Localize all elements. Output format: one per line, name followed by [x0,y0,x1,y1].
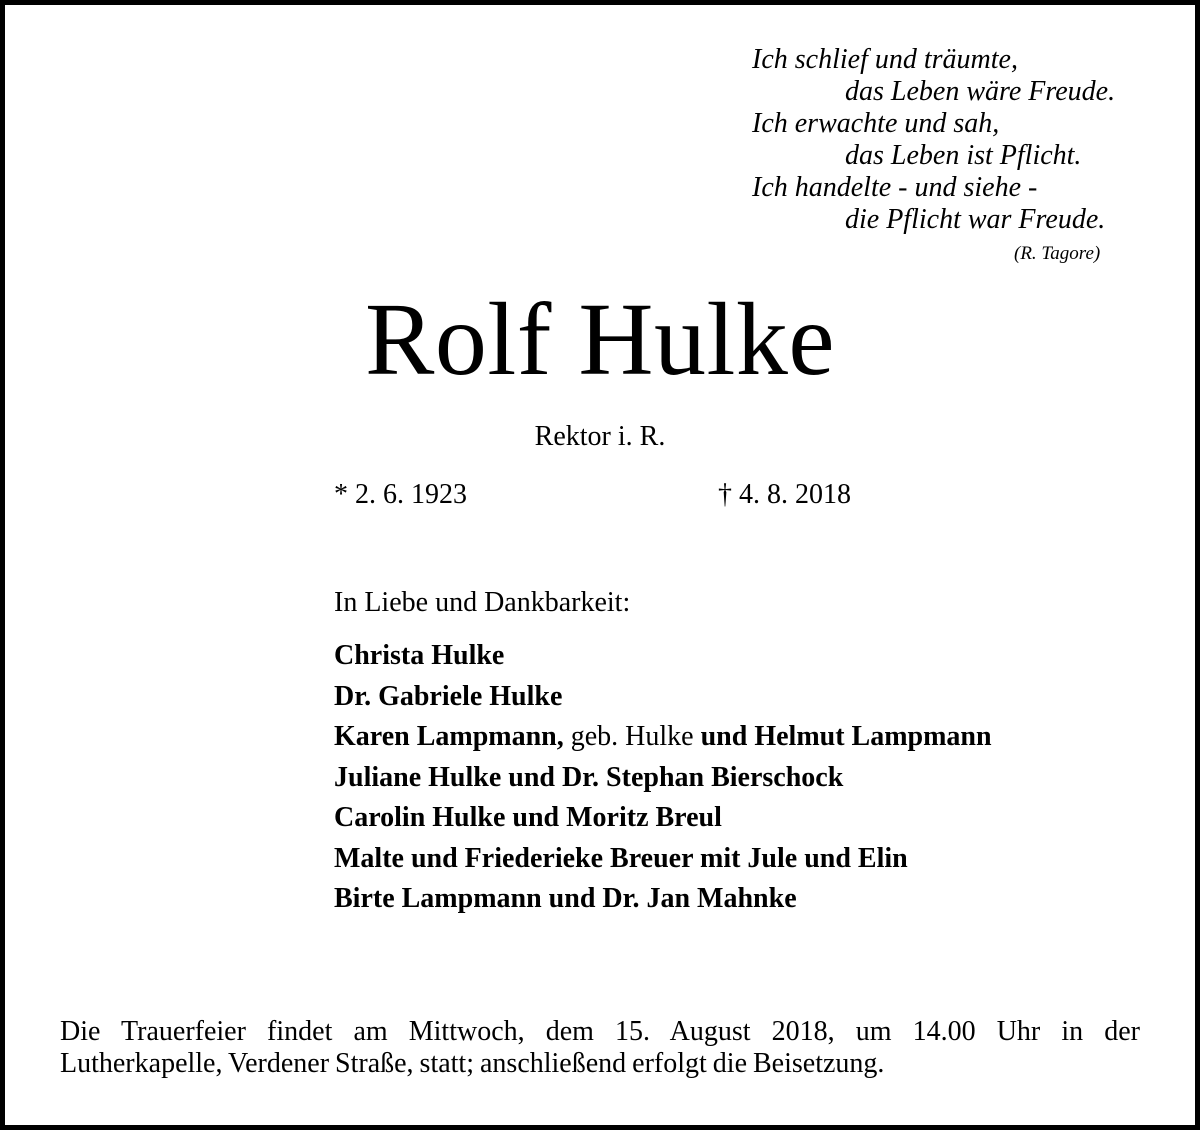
dedication-line: In Liebe und Dankbarkeit: [334,587,631,618]
mourner-entry [334,677,992,718]
poem-line: Ich schlief und träumte, [752,44,1018,75]
mourner-entry [334,798,992,839]
deceased-name: Rolf Hulke [364,282,836,397]
maiden-name: geb. Hulke [570,721,694,752]
mourner-name: Birte Lampmann und Dr. Jan Mahnke [334,883,797,914]
mourners-list [334,636,992,920]
funeral-notice-line: Die Trauerfeier findet am Mittwoch, dem 15. August 2018, um 14.00 Uhr in der [60,1016,1140,1047]
mourner-entry [334,758,992,799]
mourner-name: Christa Hulke [334,640,505,671]
mourner-name: Malte und Friederieke Breuer mit Jule und Elin [334,842,908,874]
poem-attribution: (R. Tagore) [1014,243,1101,264]
funeral-notice [60,1016,1140,1080]
birth-date: * 2. 6. 1923 [334,479,467,510]
funeral-notice-line: Lutherkapelle, Verdener Straße, statt; anschließend erfolgt die Beisetzung. [60,1048,885,1079]
mourner-name: Juliane Hulke und Dr. Stephan Bierschock [334,761,844,793]
deceased-title: Rektor i. R. [534,421,666,452]
poem-line: das Leben wäre Freude. [845,76,1116,107]
mourner-partner: und Helmut Lampmann [700,721,992,752]
poem-line: die Pflicht war Freude. [845,204,1106,235]
mourner-entry [334,879,992,920]
death-date: † 4. 8. 2018 [718,479,851,510]
poem-line: Ich erwachte und sah, [752,108,1000,139]
mourner-name: Carolin Hulke und Moritz Breul [334,802,722,833]
mourner-entry [334,717,992,758]
mourner-entry [334,839,992,880]
mourner-entry [334,636,992,677]
mourner-name: Karen Lampmann, [334,721,564,752]
poem-line: Ich handelte - und siehe - [752,172,1038,203]
tagore-poem [752,44,1152,265]
poem-line: das Leben ist Pflicht. [845,140,1082,171]
mourner-name: Dr. Gabriele Hulke [334,680,563,712]
